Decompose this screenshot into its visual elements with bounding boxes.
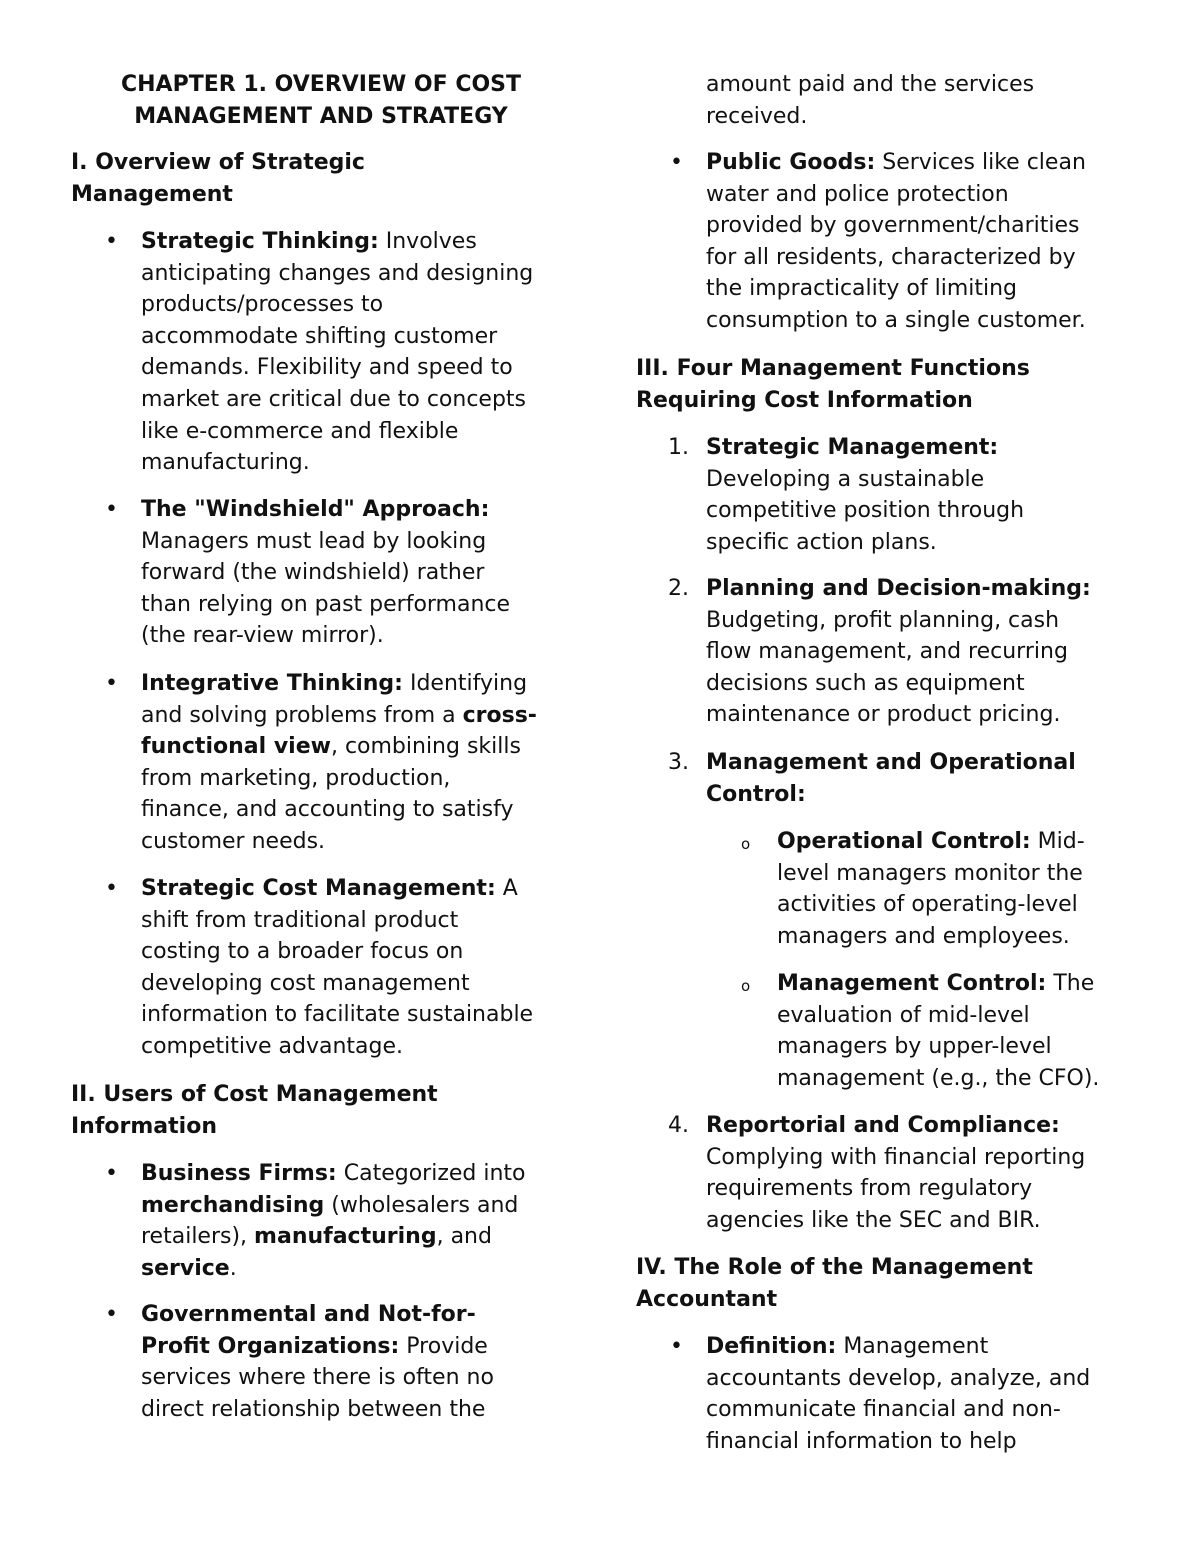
section-heading-1: I. Overview of Strategic Management <box>71 150 365 207</box>
numbered-item: 4. Reportorial and Compliance: Complying with financial reporting requirements from regulatory agencies like the SEC and BIR. <box>706 1110 1085 1236</box>
list-number: 4. <box>668 1113 689 1138</box>
sub-list-item: o Operational Control: Mid- level managers monitor the activities of operating-level managers and employees. <box>741 829 1085 949</box>
sub-list-item: o Management Control: The evaluation of mid-level managers by upper-level management (e.g., the CFO). <box>741 971 1100 1091</box>
numbered-item: 3. Management and Operational Control: <box>706 747 1076 810</box>
bullet-icon: • <box>105 876 118 901</box>
bullet-icon: • <box>105 1161 118 1186</box>
section-heading-4: IV. The Role of the Management Accountant <box>636 1255 1033 1312</box>
list-item: • The "Windshield" Approach: Managers must lead by looking forward (the windshield) rather than relying on past performance (the rear-view mirror). <box>141 494 510 652</box>
list-number: 1. <box>668 435 689 460</box>
numbered-item: 1. Strategic Management: Developing a sustainable competitive position through specific action plans. <box>706 432 1024 558</box>
list-item: • Integrative Thinking: Identifying and solving problems from a cross- functional view, combining skills from marketing, production, finance, and accounting to satisfy customer needs. <box>141 668 537 858</box>
list-item: • Definition: Management accountants develop, analyze, and communicate financial and non- financial information to help <box>706 1331 1090 1457</box>
list-item: • Business Firms: Categorized into merchandising (wholesalers and retailers), manufacturing, and service. <box>141 1158 526 1284</box>
chapter-title: CHAPTER 1. OVERVIEW OF COST MANAGEMENT AND STRATEGY <box>120 72 522 129</box>
circle-bullet-icon: o <box>741 835 751 853</box>
list-item-continued: amount paid and the services received. <box>706 72 1035 129</box>
list-number: 3. <box>668 750 689 775</box>
list-number: 2. <box>668 576 689 601</box>
bullet-icon: • <box>105 1302 118 1327</box>
list-item: • Public Goods: Services like clean water and police protection provided by government/charities for all residents, characterized by the impracticality of limiting consumption to a single customer. <box>706 147 1086 337</box>
list-item: • Strategic Cost Management: A shift from traditional product costing to a broader focus on developing cost management information to facilitate sustainable competitive advantage. <box>141 873 533 1063</box>
bullet-icon: • <box>105 229 118 254</box>
list-item: • Governmental and Not-for- Profit Organizations: Provide services where there is often no direct relationship between the <box>141 1299 494 1425</box>
bullet-icon: • <box>105 671 118 696</box>
bullet-icon: • <box>105 497 118 522</box>
section-heading-3: III. Four Management Functions Requiring Cost Information <box>636 356 1030 413</box>
circle-bullet-icon: o <box>741 977 751 995</box>
bullet-icon: • <box>670 150 683 175</box>
bullet-icon: • <box>670 1334 683 1359</box>
numbered-item: 2. Planning and Decision-making: Budgeting, profit planning, cash flow management, and recurring decisions such as equipment maintenance or product pricing. <box>706 573 1091 731</box>
section-heading-2: II. Users of Cost Management Information <box>71 1082 438 1139</box>
list-item: • Strategic Thinking: Involves anticipating changes and designing products/processes to accommodate shifting customer demands. Flexibility and speed to market are critical due to concepts like e-commerce and flexible manufacturing. <box>141 226 533 479</box>
